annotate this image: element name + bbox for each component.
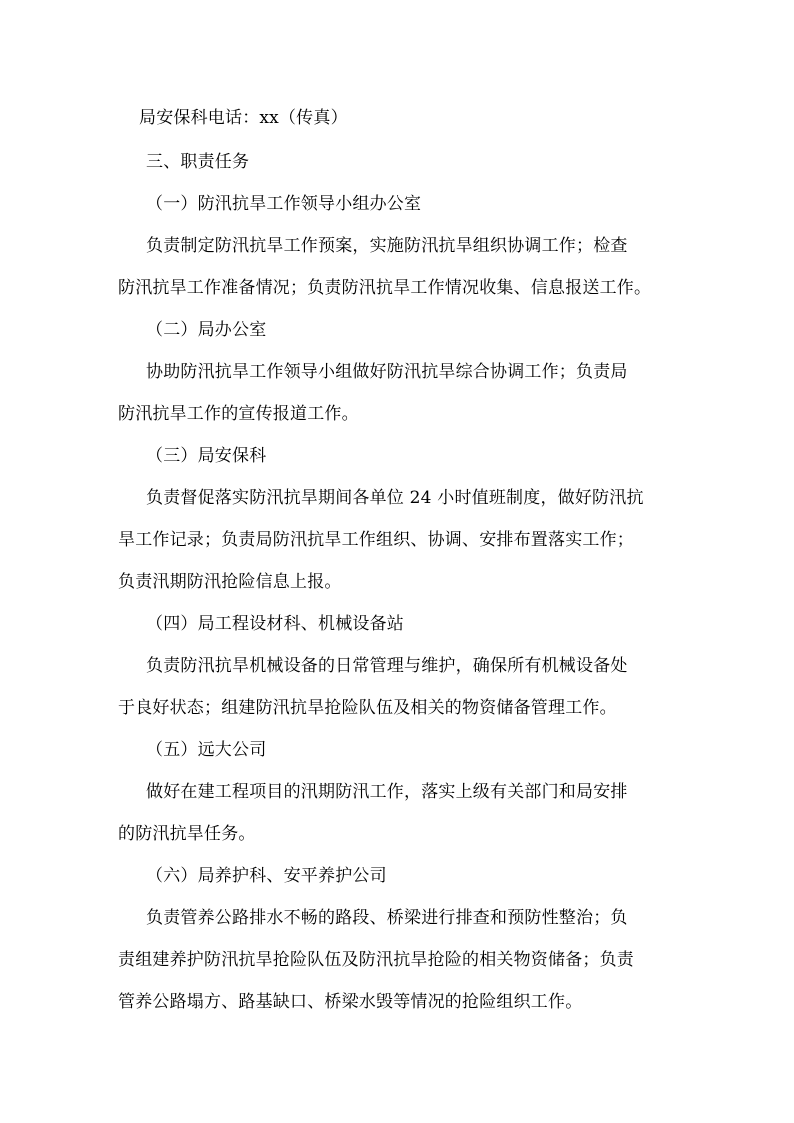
subsection-heading: （三）局安保科 [146,446,267,466]
contact-line: 局安保科电话：xx（传真） [139,108,348,128]
body-line: 旱工作记录；负责局防汛抗旱工作组织、协调、安排布置落实工作； [118,530,634,550]
subsection-heading: （二）局办公室 [146,320,267,340]
body-line: 的防汛抗旱任务。 [118,824,256,844]
subsection-heading: （五）远大公司 [146,740,267,760]
body-line: 负责制定防汛抗旱工作预案，实施防汛抗旱组织协调工作；检查 [146,236,628,256]
body-line: 负责管养公路排水不畅的路段、桥梁进行排查和预防性整治；负 [146,908,628,928]
body-line: 负责汛期防汛抢险信息上报。 [118,572,342,592]
subsection-heading: （一）防汛抗旱工作领导小组办公室 [146,194,422,214]
body-line: 做好在建工程项目的汛期防汛工作，落实上级有关部门和局安排 [146,782,628,802]
subsection-heading: （六）局养护科、安平养护公司 [146,866,387,886]
body-line: 防汛抗旱工作的宣传报道工作。 [118,404,359,424]
body-line: 责组建养护防汛抗旱抢险队伍及防汛抗旱抢险的相关物资储备；负责 [118,950,634,970]
body-line: 管养公路塌方、路基缺口、桥梁水毁等情况的抢险组织工作。 [118,992,583,1012]
subsection-heading: （四）局工程设材科、机械设备站 [146,614,404,634]
body-line: 负责督促落实防汛抗旱期间各单位 24 小时值班制度，做好防汛抗 [146,488,644,508]
body-line: 负责防汛抗旱机械设备的日常管理与维护，确保所有机械设备处 [146,656,628,676]
section-title: 三、职责任务 [146,152,250,172]
body-line: 防汛抗旱工作准备情况；负责防汛抗旱工作情况收集、信息报送工作。 [118,278,652,298]
body-line: 于良好状态；组建防汛抗旱抢险队伍及相关的物资储备管理工作。 [118,698,617,718]
body-line: 协助防汛抗旱工作领导小组做好防汛抗旱综合协调工作；负责局 [146,362,628,382]
